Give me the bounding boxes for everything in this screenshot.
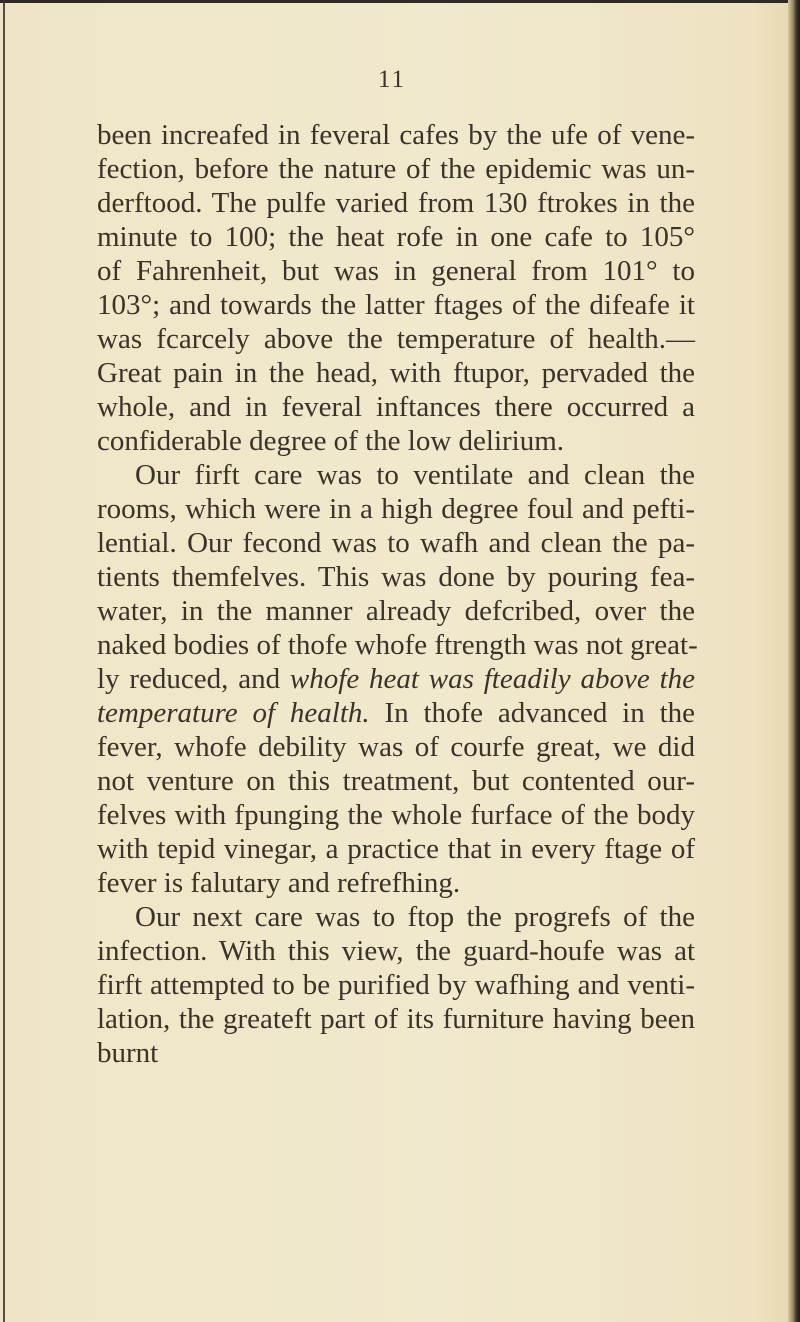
top-edge-shadow — [0, 0, 800, 3]
text-line: 103°; and towards the latter ftages of the difeafe it — [97, 289, 695, 321]
text-line: was fcarcely above the temperature of health.— — [97, 323, 695, 355]
text-line: confiderable degree of the low delirium. — [97, 425, 565, 457]
text-line: infection. With this view, the guard-houfe was at — [97, 935, 695, 967]
paragraph-2 — [97, 458, 698, 900]
text-line: of Fahrenheit, but was in general from 101° to — [97, 255, 695, 287]
body-text — [97, 118, 698, 1070]
left-edge-shadow — [3, 0, 5, 1322]
text-line: fection, before the nature of the epidemic was un- — [97, 153, 695, 185]
text-line: rooms, which were in a high degree foul and pefti- — [97, 493, 695, 525]
page-number: 11 — [377, 66, 407, 93]
text-line: been increafed in feveral cafes by the ufe of vene- — [97, 119, 695, 151]
text-line: not venture on this treatment, but contented our- — [97, 765, 695, 797]
text-line: firft attempted to be purified by wafhing and venti- — [97, 969, 695, 1001]
text-line-italic: temperature of health. In thofe advanced in the — [97, 697, 695, 729]
text-line: tients themfelves. This was done by pouring fea- — [97, 561, 695, 593]
text-line: naked bodies of thofe whofe ftrength was not great- — [97, 629, 698, 661]
book-spine-shadow — [788, 0, 800, 1322]
text-line: lation, the greateft part of its furniture having been — [97, 1003, 695, 1035]
text-line: Our firft care was to ventilate and clean the — [135, 459, 695, 491]
text-line: derftood. The pulfe varied from 130 ftrokes in the — [97, 187, 695, 219]
text-line: Great pain in the head, with ftupor, pervaded the — [97, 357, 695, 389]
italic-phrase: whofe heat was fteadily above the — [289, 663, 695, 695]
text-line: minute to 100; the heat rofe in one cafe to 105° — [97, 221, 695, 253]
text-line: with tepid vinegar, a practice that in every ftage of — [97, 833, 695, 865]
text-line: fever, whofe debility was of courfe great, we did — [97, 731, 695, 763]
text-line: fever is falutary and refrefhing. — [97, 867, 461, 899]
text-line-italic: ly reduced, and whofe heat was fteadily above the — [97, 663, 695, 695]
text-line: water, in the manner already defcribed, over the — [97, 595, 695, 627]
text-line: lential. Our fecond was to wafh and clean the pa- — [97, 527, 695, 559]
text-line: Our next care was to ftop the progrefs of the — [135, 901, 695, 933]
text-line: whole, and in feveral inftances there occurred a — [97, 391, 695, 423]
catchword: burnt — [97, 1037, 159, 1069]
italic-phrase: temperature of health. — [97, 697, 370, 729]
text-line: felves with fpunging the whole furface of the body — [97, 799, 695, 831]
paragraph-3 — [97, 900, 695, 1070]
paragraph-1 — [97, 118, 695, 458]
